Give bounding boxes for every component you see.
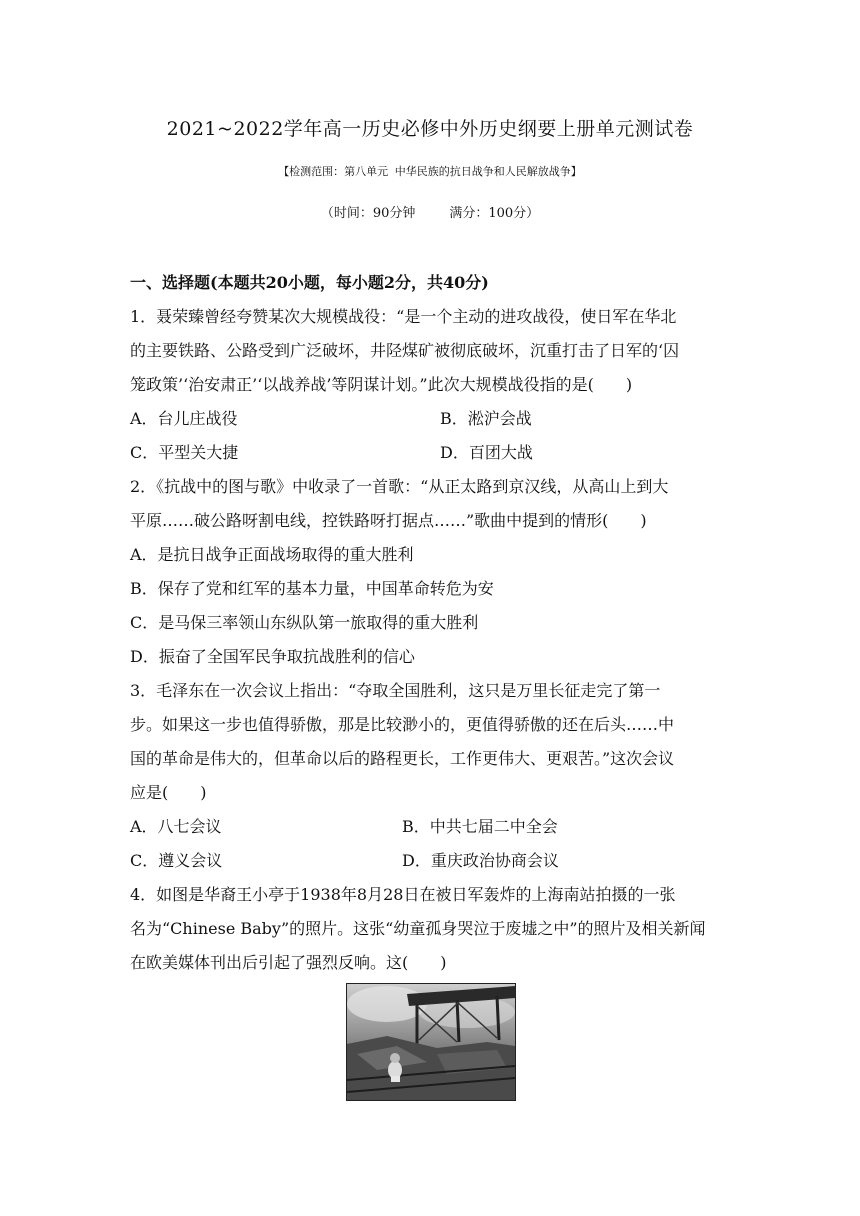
q2-option-a: A．是抗日战争正面战场取得的重大胜利 bbox=[130, 545, 414, 564]
exam-time-info bbox=[0, 202, 860, 221]
q3-option-d: D．重庆政治协商会议 bbox=[402, 851, 559, 870]
q3-option-c: C．遵义会议 bbox=[130, 851, 223, 870]
q4-line: 在欧美媒体刊出后引起了强烈反响。这( ) bbox=[130, 953, 447, 972]
q2-option-b: B．保存了党和红军的基本力量，中国革命转危为安 bbox=[130, 579, 494, 598]
q1-line: 的主要铁路、公路受到广泛破坏，井陉煤矿被彻底破坏，沉重打击了日军的‘囚 bbox=[130, 341, 680, 360]
q4-line: 名为“Chinese Baby”的照片。这张“幼童孤身哭泣于废墟之中”的照片及相关新闻 bbox=[130, 919, 706, 938]
q2-option-d: D．振奋了全国军民争取抗战胜利的信心 bbox=[130, 647, 415, 666]
exam-title: 2021~2022学年高一历史必修中外历史纲要上册单元测试卷 bbox=[166, 118, 694, 140]
q2-line: 2．《抗战中的图与歌》中收录了一首歌：“从正太路到京汉线，从高山上到大 bbox=[130, 477, 669, 496]
q3-line: 国的革命是伟大的，但革命以后的路程更长，工作更伟大、更艰苦。”这次会议 bbox=[130, 749, 675, 768]
q1-line: 笼政策’‘治安肃正’‘以战养战’等阴谋计划。”此次大规模战役指的是( ) bbox=[130, 375, 633, 394]
q3-line: 应是( ) bbox=[130, 783, 207, 802]
exam-score: 满分：100分） bbox=[449, 206, 540, 221]
q1-option-a: A．台儿庄战役 bbox=[130, 409, 238, 428]
q1-line: 1．聂荣臻曾经夸赞某次大规模战役：“是一个主动的进攻战役，使日军在华北 bbox=[130, 307, 677, 326]
section-heading: 一、选择题(本题共20小题，每小题2分，共40分) bbox=[130, 273, 489, 292]
q3-line: 3．毛泽东在一次会议上指出：“夺取全国胜利，这只是万里长征走完了第一 bbox=[130, 681, 661, 700]
q4-line: 4．如图是华裔王小亭于1938年8月28日在被日军轰炸的上海南站拍摄的一张 bbox=[130, 885, 676, 904]
exam-time: （时间：90分钟 bbox=[320, 206, 416, 221]
q3-option-b: B．中共七届二中全会 bbox=[402, 817, 558, 836]
chinese-baby-photo bbox=[346, 983, 516, 1101]
q1-option-b: B．淞沪会战 bbox=[440, 409, 532, 428]
photo-illustration bbox=[347, 984, 515, 1100]
q3-option-a: A．八七会议 bbox=[130, 817, 222, 836]
q2-line: 平原……破公路呀割电线，控铁路呀打据点……”歌曲中提到的情形( ) bbox=[130, 511, 647, 530]
exam-scope: 【检测范围：第八单元 中华民族的抗日战争和人民解放战争】 bbox=[278, 165, 582, 178]
q1-option-d: D．百团大战 bbox=[440, 443, 533, 462]
q3-line: 步。如果这一步也值得骄傲，那是比较渺小的，更值得骄傲的还在后头……中 bbox=[130, 715, 675, 734]
q2-option-c: C．是马保三率领山东纵队第一旅取得的重大胜利 bbox=[130, 613, 479, 632]
q1-option-c: C．平型关大捷 bbox=[130, 443, 239, 462]
